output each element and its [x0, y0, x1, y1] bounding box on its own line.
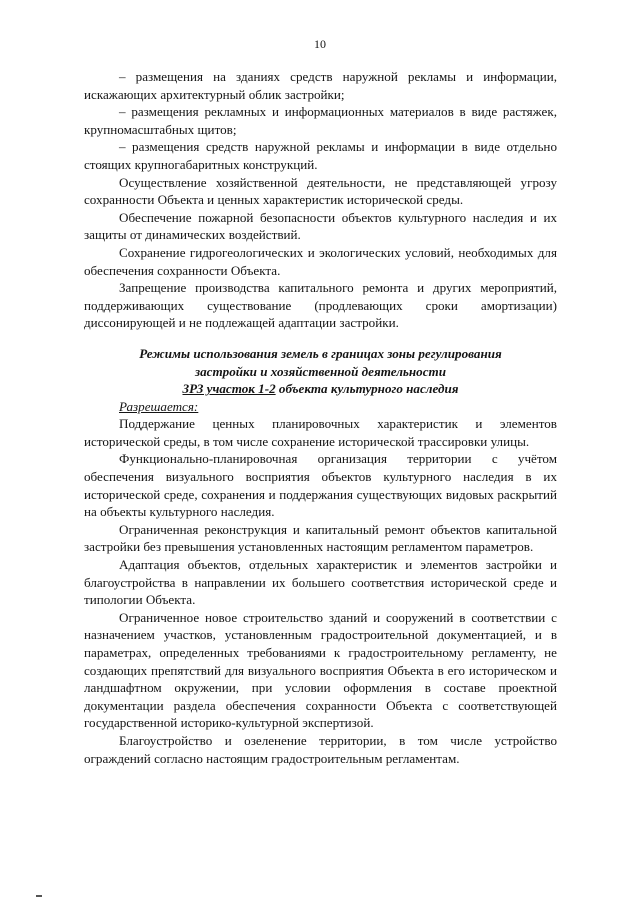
permitted-label: Разрешается: [119, 398, 199, 414]
paragraph-repair-ban: Запрещение производства капитального ремонта и других мероприятий, поддерживающих существование (продлевающих сроки амортизации) диссонирующей и не подлежащей адаптации застройки. [84, 280, 557, 331]
paragraph-functional-planning: Функционально-планировочная организация территории с учётом обеспечения визуального восприятия объектов культурного наследия в их исторической среде, сохранения и поддержания существующих видовых раскрытий на объекты культурного наследия. [84, 451, 557, 520]
paragraph-limited-reconstruction: Ограниченная реконструкция и капитальный ремонт объектов капитальной застройки без превышения установленных настоящим регламентом параметров. [84, 521, 557, 555]
paragraph-new-construction: Ограниченное новое строительство зданий и сооружений в соответствии с назначением участков, установленным градостроительной документацией, и в параметрах, определенных требованиями к градостроительному регламенту, не создающих препятствий для визуального восприятия Объекта в его историческом и ландшафтном окружении, при условии оформления в составе проектной документации раздела обеспечения сохранности Объекта с соответствующей государственной историко-культурной экспертизой. [84, 609, 557, 731]
paragraph-fire-safety: Обеспечение пожарной безопасности объектов культурного наследия и их защиты от динамических воздействий. [84, 209, 557, 243]
section-heading-line-3-rest: объекта культурного наследия [275, 381, 459, 397]
paragraph-landscaping: Благоустройство и озеленение территории, в том числе устройство ограждений согласно настоящим градостроительным регламентам. [84, 732, 557, 766]
paragraph-ban-freestanding-ads: – размещения средств наружной рекламы и информации в виде отдельно стоящих крупногабаритных конструкций. [84, 139, 557, 172]
paragraph-ban-facade-ads: – размещения на зданиях средств наружной рекламы и информации, искажающих архитектурный облик застройки; [84, 69, 557, 102]
paragraph-adaptation: Адаптация объектов, отдельных характеристик и элементов застройки и благоустройства в направлении их большего соответствия исторической среде и типологии Объекта. [84, 557, 557, 608]
scan-edge-mark [36, 895, 42, 897]
section-heading-line-1: Режимы использования земель в границах зоны регулирования [139, 345, 502, 361]
zone-code: ЗРЗ участок 1-2 [182, 381, 276, 397]
section-heading-line-3 [84, 380, 557, 398]
paragraph-ban-banners: – размещения рекламных и информационных материалов в виде растяжек, крупномасштабных щитов; [84, 104, 557, 137]
paragraph-economic-activity: Осуществление хозяйственной деятельности, не представляющей угрозу сохранности Объекта и ценных характеристик исторической среды. [84, 174, 557, 208]
section-heading [84, 345, 557, 398]
paragraph-planning-values: Поддержание ценных планировочных характеристик и элементов исторической среды, в том числе сохранение исторической трассировки улицы. [84, 416, 557, 449]
paragraph-hydro-ecology: Сохранение гидрогеологических и экологических условий, необходимых для обеспечения сохранности Объекта. [84, 244, 557, 278]
document-body [84, 68, 557, 767]
page-number: 10 [314, 37, 326, 51]
section-heading-line-2: застройки и хозяйственной деятельности [195, 363, 446, 379]
